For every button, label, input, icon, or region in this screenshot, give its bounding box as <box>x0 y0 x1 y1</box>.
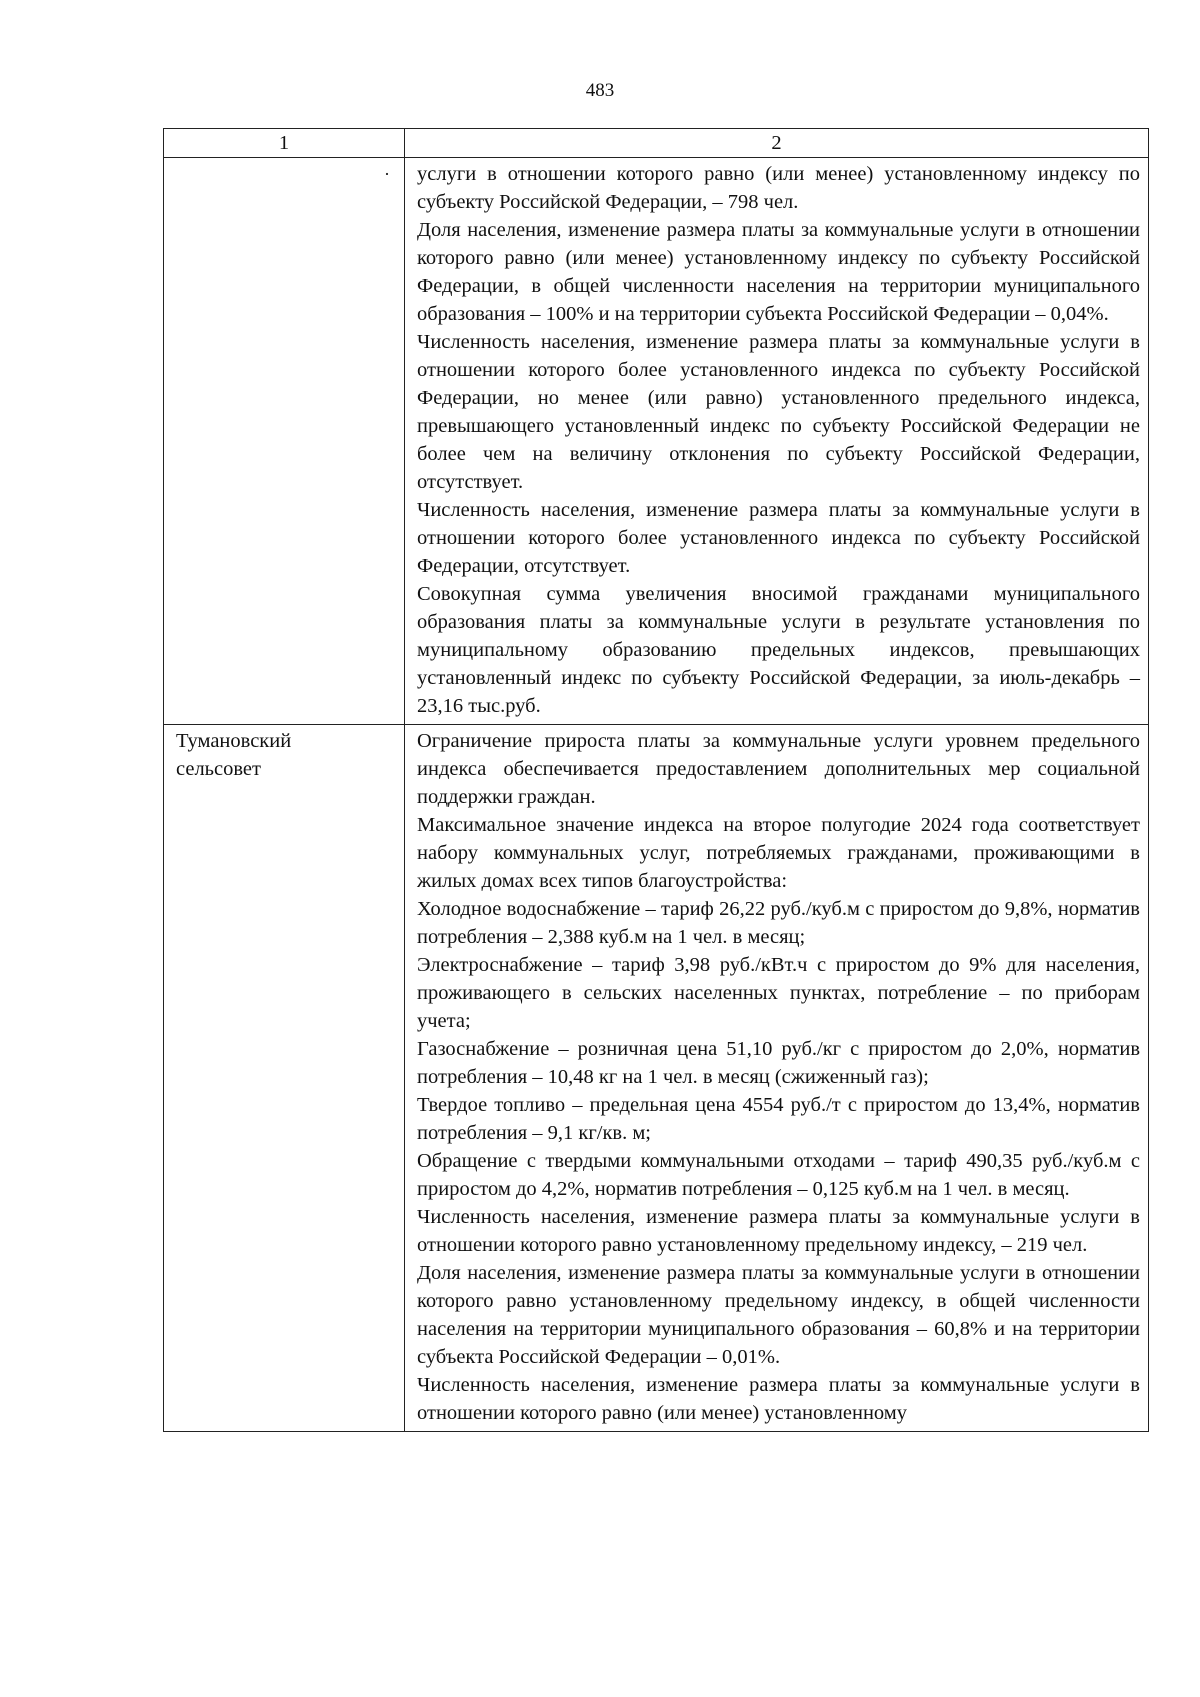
row-2-description-cell <box>405 725 1149 1432</box>
paragraph: Максимальное значение индекса на второе полугодие 2024 года соответствует набору коммунальных услуг, потребляемых гражданами, проживающими в жилых домах всех типов благоустройства: <box>417 814 1140 892</box>
paragraph: Численность населения, изменение размера платы за коммунальные услуги в отношении которого более установленного индекса по субъекту Российской Федерации, отсутствует. <box>417 499 1140 577</box>
table-row <box>164 725 1149 1432</box>
paragraph: Совокупная сумма увеличения вносимой гражданами муниципального образования платы за коммунальные услуги в результате установления по муниципальному образованию предельных индексов, превышающих установленный индекс по субъекту Российской Федерации, за июль-декабрь – 23,16 тыс.руб. <box>417 583 1140 717</box>
paragraph: Твердое топливо – предельная цена 4554 руб./т с приростом до 13,4%, норматив потребления – 9,1 кг/кв. м; <box>417 1094 1140 1144</box>
row-1-municipality-cell <box>164 158 405 725</box>
table-header-row <box>164 129 1149 158</box>
paragraph: Численность населения, изменение размера платы за коммунальные услуги в отношении которого равно (или менее) установленному <box>417 1374 1140 1424</box>
paragraph: Газоснабжение – розничная цена 51,10 руб./кг с приростом до 2,0%, норматив потребления – 10,48 кг на 1 чел. в месяц (сжиженный газ); <box>417 1038 1140 1088</box>
municipality-name-line: сельсовет <box>176 758 261 780</box>
document-table <box>163 128 1149 1432</box>
paragraph: Численность населения, изменение размера платы за коммунальные услуги в отношении которого равно установленному предельному индексу, – 219 чел. <box>417 1206 1140 1256</box>
row-2-municipality-cell <box>164 725 405 1432</box>
table-row <box>164 158 1149 725</box>
column-header-2: 2 <box>405 129 1149 158</box>
paragraph: услуги в отношении которого равно (или менее) установленному индексу по субъекту Российской Федерации, – 798 чел. <box>417 163 1140 213</box>
paragraph: Численность населения, изменение размера платы за коммунальные услуги в отношении которого более установленного индекса по субъекту Российской Федерации, но менее (или равно) установленного предельного индекса, превышающего установленный индекс по субъекту Российской Федерации не более чем на величину отклонения по субъекту Российской Федерации, отсутствует. <box>417 331 1140 493</box>
paragraph: Доля населения, изменение размера платы за коммунальные услуги в отношении которого равно установленному предельному индексу, в общей численности населения на территории муниципального образования – 60,8% и на территории субъекта Российской Федерации – 0,01%. <box>417 1262 1140 1368</box>
paragraph: Обращение с твердыми коммунальными отходами – тариф 490,35 руб./куб.м с приростом до 4,2%, норматив потребления – 0,125 куб.м на 1 чел. в месяц. <box>417 1150 1140 1200</box>
page-number: 483 <box>585 80 615 101</box>
row-1-description-cell <box>405 158 1149 725</box>
scan-mark: · <box>384 164 390 184</box>
municipality-name-line: Тумановский <box>176 730 292 752</box>
paragraph: Холодное водоснабжение – тариф 26,22 руб./куб.м с приростом до 9,8%, норматив потребления – 2,388 куб.м на 1 чел. в месяц; <box>417 898 1140 948</box>
paragraph: Доля населения, изменение размера платы за коммунальные услуги в отношении которого равно (или менее) установленному индексу по субъекту Российской Федерации, в общей численности населения на территории муниципального образования – 100% и на территории субъекта Российской Федерации – 0,04%. <box>417 219 1140 325</box>
paragraph: Ограничение прироста платы за коммунальные услуги уровнем предельного индекса обеспечивается предоставлением дополнительных мер социальной поддержки граждан. <box>417 730 1140 808</box>
column-header-1: 1 <box>164 129 405 158</box>
paragraph: Электроснабжение – тариф 3,98 руб./кВт.ч с приростом до 9% для населения, проживающего в сельских населенных пунктах, потребление – по приборам учета; <box>417 954 1140 1032</box>
